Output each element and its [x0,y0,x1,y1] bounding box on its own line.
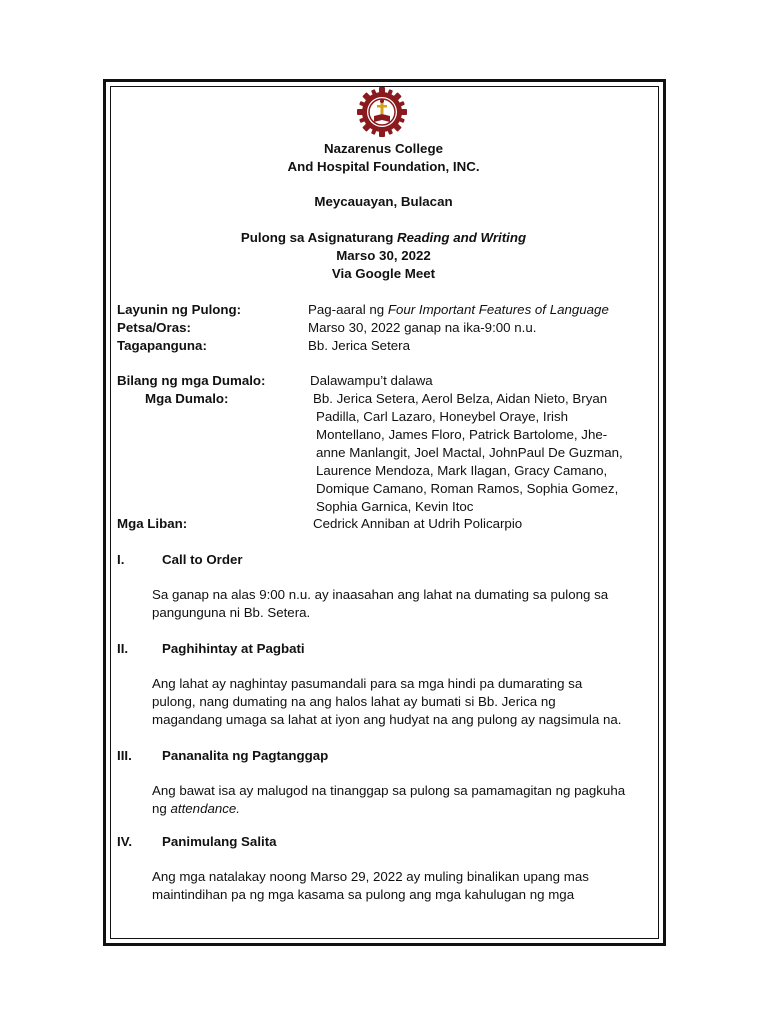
section-text-italic: attendance. [170,801,240,816]
chair-value: Bb. Jerica Setera [308,338,410,353]
attendees-line: Bb. Jerica Setera, Aerol Belza, Aidan Nieto, Bryan [313,391,608,406]
attendee-count-label: Bilang ng mga Dumalo: [117,373,266,388]
meeting-date: Marso 30, 2022 [336,248,431,263]
section-text-line [152,800,652,818]
attendee-count-value: Dalawampu’t dalawa [310,373,433,388]
attendees-line: Montellano, James Floro, Patrick Bartolome, Jhe- [316,427,608,442]
datetime-label: Petsa/Oras: [117,320,191,335]
attendees-line: Sophia Garnica, Kevin Itoc [316,499,474,514]
section-number: III. [117,748,132,763]
section-number: II. [117,641,129,656]
school-location: Meycauayan, Bulacan [314,194,453,209]
datetime-value: Marso 30, 2022 ganap na ika-9:00 n.u. [308,320,537,335]
section-text-prefix: ng [152,801,171,816]
school-name: Nazarenus College [324,141,443,156]
section-text-line: Sa ganap na alas 9:00 n.u. ay inaasahan ang lahat na dumating sa pulong sa [152,587,609,602]
absent-value: Cedrick Anniban at Udrih Policarpio [313,516,523,531]
attendees-line: anne Manlangit, Joel Mactal, JohnPaul De Guzman, [316,445,623,460]
section-title: Pananalita ng Pagtanggap [162,748,329,763]
attendees-line: Laurence Mendoza, Mark Ilagan, Gracy Camano, [316,463,608,478]
purpose-prefix: Pag-aaral ng [308,302,388,317]
section-text-line: pangunguna ni Bb. Setera. [152,605,311,620]
attendees-label: Mga Dumalo: [145,391,229,406]
section-title: Paghihintay at Pagbati [162,641,305,656]
section-text-line: magandang umaga sa lahat at iyon ang hudyat na ang pulong ay nagsimula na. [152,712,622,727]
attendees-line: Domique Camano, Roman Ramos, Sophia Gomez, [316,481,619,496]
section-number: I. [117,552,125,567]
purpose-value [308,301,609,319]
meeting-via: Via Google Meet [331,266,436,281]
section-text-line: Ang mga natalakay noong Marso 29, 2022 ay muling binalikan upang mas [152,869,589,884]
section-title: Panimulang Salita [162,834,277,849]
meeting-title [112,229,655,247]
section-text-line: maintindihan pa ng mga kasama sa pulong ang mga kahulugan ng mga [152,887,575,902]
meeting-title-prefix: Pulong sa Asignaturang [240,230,398,245]
section-title: Call to Order [162,552,243,567]
purpose-label: Layunin ng Pulong: [117,302,242,317]
section-text-line: Ang lahat ay naghintay pasumandali para sa mga hindi pa dumarating sa [152,676,583,691]
chair-label: Tagapanguna: [117,338,207,353]
section-text-line: pulong, nang dumating na ang halos lahat ay bumati si Bb. Jerica ng [152,694,556,709]
section-text-line: Ang bawat isa ay malugod na tinanggap sa pulong sa pamamagitan ng pagkuha [152,783,626,798]
meeting-title-subject: Reading and Writing [397,230,527,245]
school-seal-icon [356,86,408,138]
school-name-line2: And Hospital Foundation, INC. [287,159,480,174]
section-number: IV. [117,834,133,849]
attendees-line: Padilla, Carl Lazaro, Honeybel Oraye, Irish [316,409,569,424]
absent-label: Mga Liban: [117,516,188,531]
purpose-topic: Four Important Features of Language [387,302,609,317]
